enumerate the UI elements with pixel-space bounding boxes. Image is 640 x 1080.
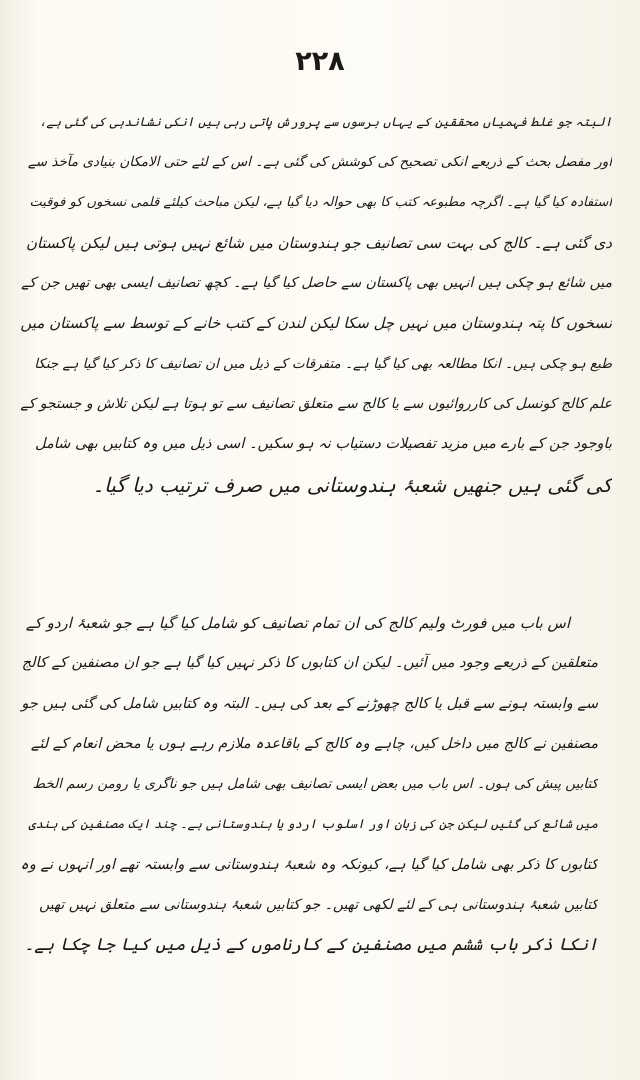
text-line: اور مفصل بحث کے ذریعے انکی تصحیح کی کوشش کی گئی ہے۔ اس کے لئے حتی الامکان بنیادی مآخذ سے: [27, 154, 612, 171]
text-line: کتابیں شعبۂ ہندوستانی ہی کے لئے لکھی تھیں۔ جو کتابیں شعبۂ ہندوستانی سے متعلق نہیں تھیں: [39, 897, 598, 914]
text-line: میں شائع ہو چکی ہیں انہیں بھی پاکستان سے حاصل کیا گیا ہے۔ کچھ تصانیف ایسی بھی تھیں جن کے: [21, 275, 612, 292]
text-line: کتابیں پیش کی ہوں۔ اس باب میں بعض ایسی تصانیف بھی شامل ہیں جو ناگری یا رومن رسم الخط: [32, 776, 598, 793]
paragraph-2: [20, 603, 598, 966]
text-line: دی گئی ہے۔ کالج کی بہت سی تصانیف جو ہندوستان میں شائع نہیں ہوتی ہیں لیکن پاکستان: [25, 233, 612, 252]
text-line: البتہ جو غلط فہمیاں محققین کے یہاں برسوں سے پرورش پاتی رہی ہیں انکی نشاندہی کی گئی ہے،: [39, 114, 612, 129]
text-line: انکا ذکر باب ششم میں مصنفین کے کارناموں کے ذیل میں کیا جا چکا ہے۔: [24, 935, 598, 956]
text-line: مصنفین نے کالج میں داخل کیں، چاہے وہ کالج کے باقاعدہ ملازم رہے ہوں یا محض انعام کے لئے: [30, 735, 598, 752]
text-line: میں شائع کی گئیں لیکن جن کی زبان اور اسلوب اردو یا ہندوستانی ہے۔ چند ایک مصنفین کی ہندی: [28, 816, 598, 832]
text-line: سے وابستہ ہونے سے قبل یا کالج چھوڑنے کے بعد کی ہیں۔ البتہ وہ کتابیں شامل کی گئی ہیں جو: [21, 695, 598, 712]
text-line: نسخوں کا پتہ ہندوستان میں نہیں چل سکا لیکن لندن کے کتب خانے کے توسط سے پاکستان میں: [20, 314, 612, 333]
text-line: کتابوں کا ذکر بھی شامل کیا گیا ہے، کیونکہ وہ شعبۂ ہندوستانی سے وابستہ تھے اور انہوں نے وہ: [20, 856, 598, 873]
paragraph-1: [20, 102, 612, 505]
text-line: استفادہ کیا گیا ہے۔ اگرچہ مطبوعہ کتب کا بھی حوالہ دیا گیا ہے، لیکن مباحث کیلئے قلمی نسخوں کو فوقیت: [29, 194, 612, 210]
text-line: اس باب میں فورٹ ولیم کالج کی ان تمام تصانیف کو شامل کیا گیا ہے جو شعبۂ اردو کے: [25, 614, 570, 632]
page-number: ۲۲۸: [295, 46, 345, 77]
text-line: متعلقین کے ذریعے وجود میں آئیں۔ لیکن ان کتابوں کا ذکر نہیں کیا گیا ہے جو ان مصنفین کے کالج: [21, 655, 598, 672]
text-line: باوجود جن کے بارے میں مزید تفصیلات دستیاب نہ ہو سکیں۔ اسی ذیل میں وہ کتابیں بھی شامل: [35, 436, 612, 453]
text-line: کی گئی ہیں جنھیں شعبۂ ہندوستانی میں صرف ترتیب دیا گیا۔: [92, 472, 612, 497]
text-line: علم کالج کونسل کی کارروائیوں سے یا کالج سے متعلق تصانیف سے تو ہوتا ہے لیکن تلاش و جستجو کے: [20, 396, 612, 413]
text-line: طبع ہو چکی ہیں۔ انکا مطالعہ بھی کیا گیا ہے۔ متفرقات کے ذیل میں ان تصانیف کا ذکر کیا گیا ہے جنکا: [34, 355, 612, 372]
